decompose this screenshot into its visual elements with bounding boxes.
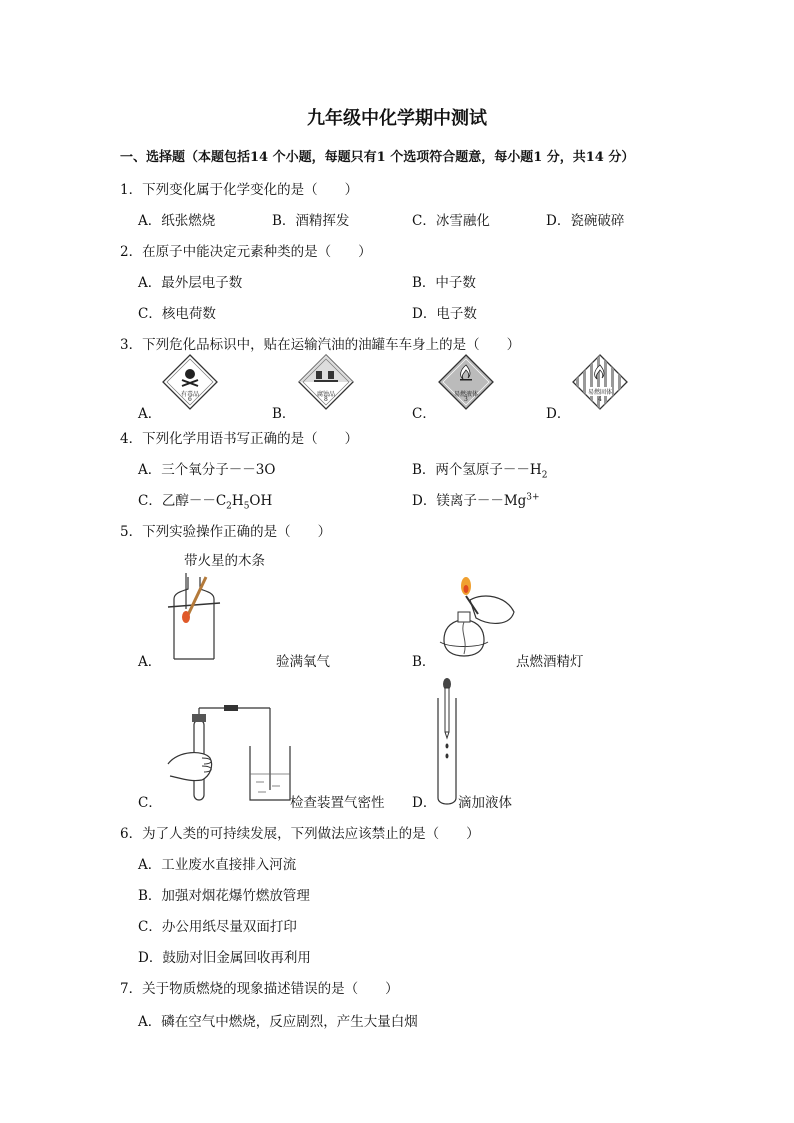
q5-option-c-label: C． xyxy=(138,795,162,811)
q3-option-b: B． xyxy=(272,406,296,422)
question-5-stem: 5．下列实验操作正确的是（ ） xyxy=(120,524,332,540)
q5-option-a-label: A． xyxy=(138,654,162,670)
q4-option-c: C．乙醇$--C_2H_5OH$ xyxy=(138,493,273,512)
q5-option-d-caption: 滴加液体 xyxy=(458,795,512,811)
question-7-stem: 7．关于物质燃烧的现象描述错误的是（ ） xyxy=(120,981,399,997)
q3-option-d: D． xyxy=(546,406,571,422)
q5-option-b-caption: 点燃酒精灯 xyxy=(516,654,584,670)
toxic-sign-icon: 有毒品 6 xyxy=(162,354,218,410)
q2-option-c: C．核电荷数 xyxy=(138,306,216,322)
question-6-stem: 6．为了人类的可持续发展，下列做法应该禁止的是（ ） xyxy=(120,826,480,842)
q1-option-c: C．冰雪融化 xyxy=(412,213,490,229)
flammable-solid-sign-icon: 易燃固体 4 xyxy=(572,354,628,410)
q1-option-b: B．酒精挥发 xyxy=(272,213,350,229)
question-1-stem: 1．下列变化属于化学变化的是（ ） xyxy=(120,182,359,198)
dropper-figure xyxy=(432,678,462,808)
question-4-stem: 4．下列化学用语书写正确的是（ ） xyxy=(120,431,359,447)
q6-option-d: D．鼓励对旧金属回收再利用 xyxy=(138,950,311,966)
q4-option-a: A．三个氧分子－－3O xyxy=(138,462,276,478)
q5-option-b-label: B． xyxy=(412,654,436,670)
oxygen-test-figure xyxy=(160,573,240,663)
page-title: 九年级中化学期中测试 xyxy=(307,108,487,129)
question-2-stem: 2．在原子中能决定元素种类的是（ ） xyxy=(120,244,372,260)
q3-option-a: A． xyxy=(138,406,162,422)
q5-fig-a-top-label: 带火星的木条 xyxy=(184,553,265,569)
q6-option-b: B．加强对烟花爆竹燃放管理 xyxy=(138,888,310,904)
q5-option-a-caption: 验满氧气 xyxy=(276,654,330,670)
alcohol-lamp-figure xyxy=(434,570,524,662)
q5-option-d-label: D． xyxy=(412,795,437,811)
q2-option-d: D．电子数 xyxy=(412,306,477,322)
q2-option-a: A．最外层电子数 xyxy=(138,275,243,291)
q1-option-d: D．瓷碗破碎 xyxy=(546,213,625,229)
q7-option-a: A．磷在空气中燃烧，反应剧烈，产生大量白烟 xyxy=(138,1014,418,1030)
q1-option-a: A．纸张燃烧 xyxy=(138,213,216,229)
q5-option-c-caption: 检查装置气密性 xyxy=(290,795,385,811)
q6-option-c: C．办公用纸尽量双面打印 xyxy=(138,919,297,935)
q2-option-b: B．中子数 xyxy=(412,275,476,291)
q4-option-d: D．镁离子$--Mg^{3+}$ xyxy=(412,492,540,509)
flammable-liquid-sign-icon: 易燃液体 3 xyxy=(438,354,494,410)
corrosive-sign-icon: 腐蚀品 8 xyxy=(298,354,354,410)
section-heading: 一、选择题（本题包括14 个小题，每题只有1 个选项符合题意，每小题1 分，共14 分） xyxy=(120,150,635,165)
airtightness-check-figure xyxy=(160,706,295,806)
question-3-stem: 3．下列危化品标识中，贴在运输汽油的油罐车车身上的是（ ） xyxy=(120,337,521,353)
q6-option-a: A．工业废水直接排入河流 xyxy=(138,857,297,873)
q4-option-b: B．两个氢原子$--H_2$ xyxy=(412,462,548,481)
q3-option-c: C． xyxy=(412,406,436,422)
